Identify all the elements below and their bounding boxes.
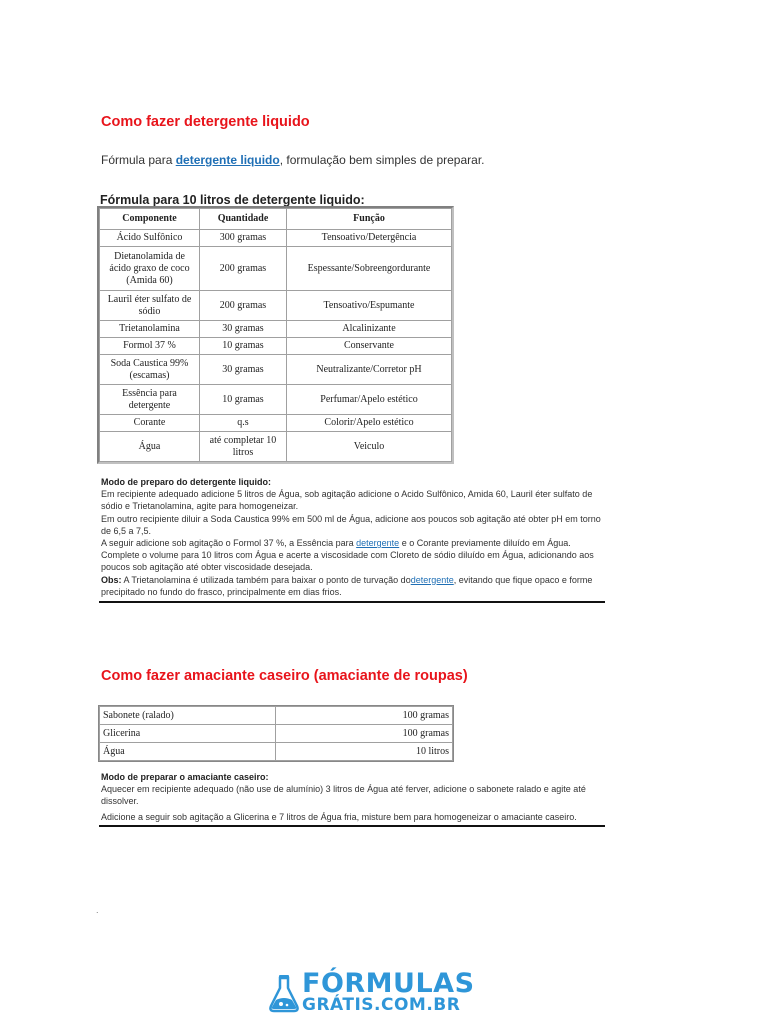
cell-funcao: Alcalinizante xyxy=(287,321,452,338)
amaciante-paragraph-2: Adicione a seguir sob agitação a Glicerina e 7 litros de Água fria, misture bem para homogeneizar o amaciante caseiro. xyxy=(101,812,577,822)
cell-componente: Soda Caustica 99% (escamas) xyxy=(100,355,200,385)
cell-funcao: Tensoativo/Espumante xyxy=(287,291,452,321)
table-row xyxy=(100,415,452,432)
cell-quantidade: 30 gramas xyxy=(200,321,287,338)
cell-funcao: Conservante xyxy=(287,338,452,355)
cell-componente: Água xyxy=(100,432,200,462)
header-funcao: Função xyxy=(287,209,452,230)
cell-funcao: Colorir/Apelo estético xyxy=(287,415,452,432)
cell-quantidade: 10 gramas xyxy=(200,385,287,415)
amaciante-table xyxy=(99,706,453,761)
table-row xyxy=(100,725,453,743)
method-block xyxy=(101,476,601,598)
cell-ingrediente: Glicerina xyxy=(100,725,276,743)
cell-quantidade: até completar 10 litros xyxy=(200,432,287,462)
cell-componente: Lauril éter sulfato de sódio xyxy=(100,291,200,321)
method-paragraph-4: Complete o volume para 10 litros com Água e acerte a viscosidade com Cloreto de sódio diluído em Água, adicionando aos poucos sob agitação até obter viscosidade desejada. xyxy=(101,550,594,573)
cell-quantidade: q.s xyxy=(200,415,287,432)
cell-componente: Corante xyxy=(100,415,200,432)
header-componente: Componente xyxy=(100,209,200,230)
amaciante-method-block xyxy=(101,771,601,808)
cell-componente: Trietanolamina xyxy=(100,321,200,338)
cell-componente: Dietanolamida de ácido graxo de coco (Amida 60) xyxy=(100,247,200,291)
table-row xyxy=(100,743,453,761)
stray-dot: . xyxy=(96,905,99,915)
obs-paragraph xyxy=(101,574,601,598)
cell-quantidade: 200 gramas xyxy=(200,291,287,321)
table-row xyxy=(100,707,453,725)
cell-ingrediente: Sabonete (ralado) xyxy=(100,707,276,725)
cell-componente: Formol 37 % xyxy=(100,338,200,355)
cell-componente: Essência para detergente xyxy=(100,385,200,415)
cell-quantidade: 200 gramas xyxy=(200,247,287,291)
cell-ingrediente: Água xyxy=(100,743,276,761)
cell-quantidade: 100 gramas xyxy=(276,707,453,725)
p3-suffix: e o Corante previamente diluído em Água. xyxy=(399,538,571,549)
table-title: Fórmula para 10 litros de detergente liquido: xyxy=(100,193,365,207)
obs-prefix: A Trietanolamina é utilizada também para baixar o ponto de turvação do xyxy=(121,574,411,585)
table-row xyxy=(100,432,452,462)
amaciante-method-title: Modo de preparar o amaciante caseiro: xyxy=(101,772,269,782)
p3-prefix: A seguir adicione sob agitação o Formol 37 %, a Essência para xyxy=(101,538,357,549)
formula-table-frame xyxy=(97,206,454,464)
table-row xyxy=(100,385,452,415)
logo-line-2: GRÁTIS.COM.BR xyxy=(302,995,461,1015)
logo-line-1: FÓRMULAS xyxy=(302,968,475,999)
table-row xyxy=(100,230,452,247)
cell-quantidade: 100 gramas xyxy=(276,725,453,743)
cell-quantidade: 300 gramas xyxy=(200,230,287,247)
flask-icon xyxy=(266,973,302,1013)
obs-detergente-link[interactable]: detergente xyxy=(410,574,454,585)
amaciante-paragraph-1: Aquecer em recipiente adequado (não use de alumínio) 3 litros de Água até ferver, adicione o sabonete ralado e agite até dissolver. xyxy=(101,784,586,807)
table-row xyxy=(100,338,452,355)
method-paragraph-3 xyxy=(101,537,601,549)
formula-table xyxy=(99,208,452,462)
cell-funcao: Tensoativo/Detergência xyxy=(287,230,452,247)
method-paragraph-1: Em recipiente adequado adicione 5 litros de Água, sob agitação adicione o Acido Sulfônico, Amida 60, Lauril éter sulfato de sódio e Trietanolamina, agite para homogeneizar. xyxy=(101,489,593,512)
table-header-row xyxy=(100,209,452,230)
table-row xyxy=(100,291,452,321)
divider-1 xyxy=(99,601,605,603)
cell-funcao: Espessante/Sobreengordurante xyxy=(287,247,452,291)
cell-componente: Ácido Sulfônico xyxy=(100,230,200,247)
cell-funcao: Veiculo xyxy=(287,432,452,462)
obs-label: Obs: xyxy=(101,574,122,585)
section1-intro xyxy=(101,153,484,167)
detergente-link[interactable]: detergente xyxy=(356,538,400,549)
obs-suffix: , evitando que fique opaco e forme precipitado no fundo do frasco, principalmente em dias frios. xyxy=(101,574,593,597)
cell-funcao: Perfumar/Apelo estético xyxy=(287,385,452,415)
amaciante-table-frame xyxy=(98,705,454,762)
intro-prefix: Fórmula para xyxy=(101,153,176,167)
intro-suffix: , formulação bem simples de preparar. xyxy=(279,153,485,167)
table-row xyxy=(100,247,452,291)
table-row xyxy=(100,355,452,385)
method-title: Modo de preparo do detergente liquido: xyxy=(101,477,271,487)
cell-quantidade: 10 gramas xyxy=(200,338,287,355)
method-paragraph-2: Em outro recipiente diluir a Soda Caustica 99% em 500 ml de Água, adicione aos poucos sob agitação até obter pH em torno de 6,5 a 7,5. xyxy=(101,513,601,536)
table-row xyxy=(100,321,452,338)
section2-heading: Como fazer amaciante caseiro (amaciante de roupas) xyxy=(101,668,468,684)
divider-2 xyxy=(99,825,605,827)
detergente-liquido-link[interactable]: detergente liquido xyxy=(175,153,280,167)
cell-funcao: Neutralizante/Corretor pH xyxy=(287,355,452,385)
cell-quantidade: 30 gramas xyxy=(200,355,287,385)
cell-quantidade: 10 litros xyxy=(276,743,453,761)
section1-heading: Como fazer detergente liquido xyxy=(101,114,310,130)
header-quantidade: Quantidade xyxy=(200,209,287,230)
